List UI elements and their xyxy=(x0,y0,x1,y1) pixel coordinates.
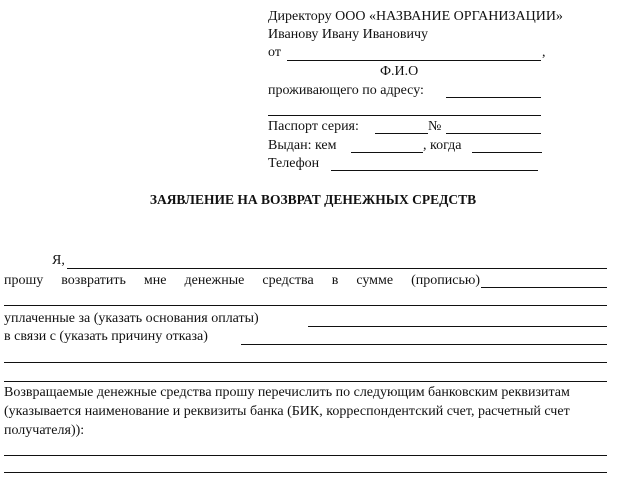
addressee-line-2: Иванову Ивану Ивановичу xyxy=(268,27,429,42)
phone-label: Телефон xyxy=(268,156,320,171)
issued-by-field[interactable] xyxy=(351,152,423,153)
amount-field[interactable] xyxy=(481,287,607,288)
document-title: ЗАЯВЛЕНИЕ НА ВОЗВРАТ ДЕНЕЖНЫХ СРЕДСТВ xyxy=(149,192,477,207)
i-label: Я, xyxy=(52,253,65,268)
from-name-field[interactable] xyxy=(287,60,541,61)
reason-label: в связи с (указать причину отказа) xyxy=(4,329,208,344)
passport-number-field[interactable] xyxy=(446,133,541,134)
from-comma: , xyxy=(542,45,546,60)
address-field-line-2[interactable] xyxy=(268,115,541,116)
address-field[interactable] xyxy=(446,97,541,98)
from-label: от xyxy=(268,45,281,60)
passport-label: Паспорт серия: xyxy=(268,119,359,134)
issued-by-label: Выдан: кем xyxy=(268,138,337,153)
reason-field-line-3[interactable] xyxy=(4,381,607,382)
reason-field-line-2[interactable] xyxy=(4,362,607,363)
bank-details-field[interactable] xyxy=(4,455,607,456)
issued-date-field[interactable] xyxy=(472,152,542,153)
passport-series-field[interactable] xyxy=(375,133,428,134)
paid-for-label: уплаченные за (указать основания оплаты) xyxy=(4,311,259,326)
number-sign: № xyxy=(428,119,442,134)
bank-details-field-line-2[interactable] xyxy=(4,472,607,473)
reason-field[interactable] xyxy=(241,344,607,345)
request-text: прошу возвратить мне денежные средства в сумме (прописью) xyxy=(4,273,480,288)
paid-for-field[interactable] xyxy=(308,326,607,327)
addressee-line-1: Директору ООО «НАЗВАНИЕ ОРГАНИЗАЦИИ» xyxy=(268,9,563,24)
fio-caption: Ф.И.О xyxy=(380,64,419,79)
phone-field[interactable] xyxy=(331,170,538,171)
bank-details-paragraph: Возвращаемые денежные средства прошу перечислить по следующим банковским реквизитам (указывается наименование и реквизиты банка (БИК, корреспондентский счет, расчетный счет получателя)): xyxy=(4,385,570,438)
address-label: проживающего по адресу: xyxy=(268,83,424,98)
applicant-name-field[interactable] xyxy=(67,268,607,269)
amount-field-line-2[interactable] xyxy=(4,305,607,306)
when-label: , когда xyxy=(423,138,462,153)
